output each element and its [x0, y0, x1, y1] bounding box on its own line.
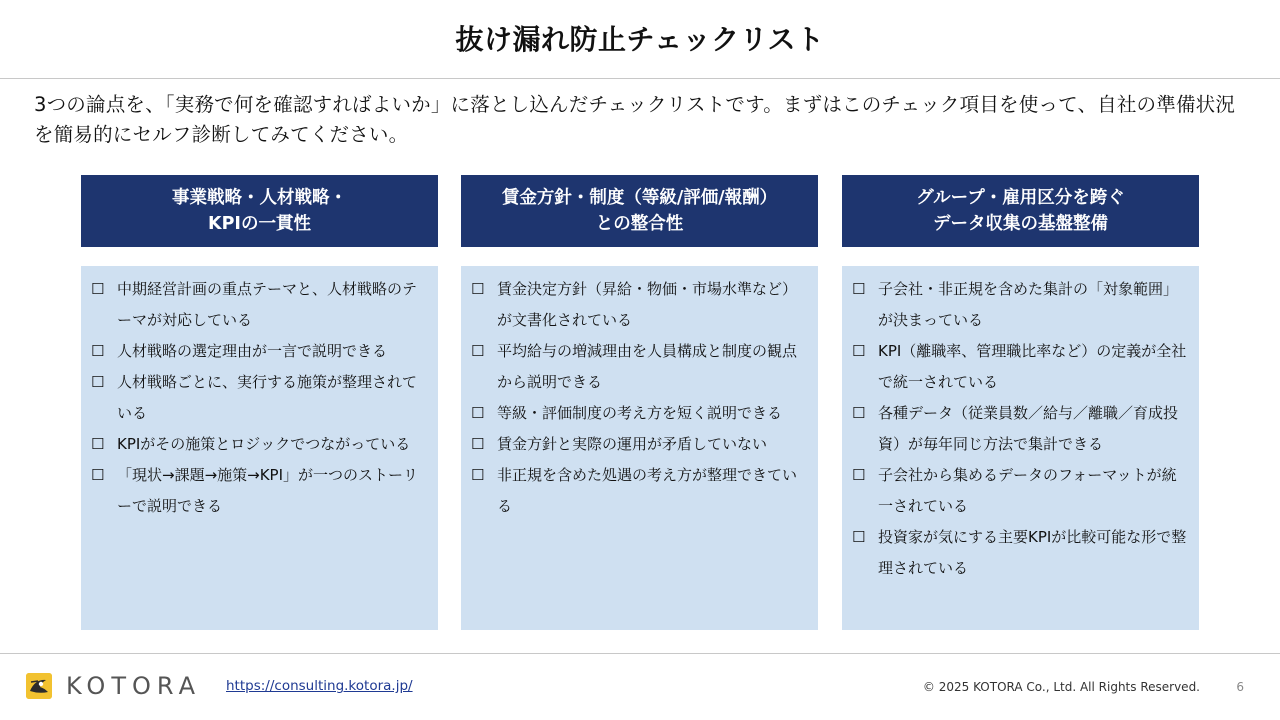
column-header-line2: との整合性	[595, 214, 684, 234]
checklist-item-text: 平均給与の増減理由を人員構成と制度の観点から説明できる	[497, 342, 798, 391]
checklist-item-text: 人材戦略ごとに、実行する施策が整理されている	[117, 373, 418, 422]
checklist-item	[852, 274, 1189, 336]
copyright-text: © 2025 KOTORA Co., Ltd. All Rights Reserved.	[922, 680, 1200, 694]
checklist-item	[471, 336, 808, 398]
checkbox-icon: ☐	[471, 435, 485, 453]
checkbox-icon: ☐	[91, 435, 105, 453]
title-divider	[0, 78, 1280, 79]
column-header-line1: 賃金方針・制度（等級/評価/報酬）	[501, 188, 778, 208]
checkbox-icon: ☐	[852, 404, 866, 422]
checklist-item	[471, 429, 808, 460]
checklist-item-text: 等級・評価制度の考え方を短く説明できる	[497, 404, 783, 422]
brand-name: KOTORA	[66, 672, 201, 700]
column-header-data-infrastructure	[842, 175, 1199, 247]
checkbox-icon: ☐	[471, 404, 485, 422]
checklist-item-text: KPIがその施策とロジックでつながっている	[117, 435, 411, 453]
column-header-strategy	[81, 175, 438, 247]
column-body-data-infrastructure	[842, 266, 1199, 630]
checkbox-icon: ☐	[91, 280, 105, 298]
checkbox-icon: ☐	[852, 342, 866, 360]
column-header-line2: KPIの一貫性	[208, 214, 311, 234]
checklist-item	[91, 460, 428, 522]
checklist-item	[91, 274, 428, 336]
checklist-item	[852, 398, 1189, 460]
checklist-item-text: KPI（離職率、管理職比率など）の定義が全社で統一されている	[878, 342, 1187, 391]
checklist-item	[852, 336, 1189, 398]
checklist-item	[91, 367, 428, 429]
column-header-line1: グループ・雇用区分を跨ぐ	[916, 188, 1125, 208]
checkbox-icon: ☐	[91, 342, 105, 360]
checklist-item	[471, 398, 808, 429]
checkbox-icon: ☐	[852, 466, 866, 484]
footer-divider	[0, 653, 1280, 654]
checklist-item-text: 各種データ（従業員数／給与／離職／育成投資）が毎年同じ方法で集計できる	[878, 404, 1179, 453]
checklist-item	[852, 522, 1189, 584]
checklist-item-text: 中期経営計画の重点テーマと、人材戦略のテーマが対応している	[117, 280, 418, 329]
checklist-item	[471, 460, 808, 522]
website-link[interactable]: https://consulting.kotora.jp/	[226, 678, 413, 694]
column-header-compensation	[461, 175, 818, 247]
checklist-item-text: 子会社から集めるデータのフォーマットが統一されている	[878, 466, 1177, 515]
checklist-item	[91, 429, 428, 460]
intro-text: 3つの論点を、「実務で何を確認すればよいか」に落とし込んだチェックリストです。まずはこのチェック項目を使って、自社の準備状況を簡易的にセルフ診断してみてください。	[34, 93, 1236, 146]
checklist-item-text: 賃金決定方針（昇給・物価・市場水準など）が文書化されている	[497, 280, 798, 329]
checkbox-icon: ☐	[91, 373, 105, 391]
checkbox-icon: ☐	[91, 466, 105, 484]
checkbox-icon: ☐	[471, 280, 485, 298]
checklist-item-text: 「現状→課題→施策→KPI」が一つのストーリーで説明できる	[117, 466, 419, 515]
checkbox-icon: ☐	[852, 528, 866, 546]
checklist-item-text: 非正規を含めた処遇の考え方が整理できている	[497, 466, 798, 515]
checkbox-icon: ☐	[471, 466, 485, 484]
checkbox-icon: ☐	[852, 280, 866, 298]
slide-title: 抜け漏れ防止チェックリスト	[455, 23, 825, 56]
checklist-item-text: 投資家が気にする主要KPIが比較可能な形で整理されている	[878, 528, 1187, 577]
checklist-item	[852, 460, 1189, 522]
column-body-compensation	[461, 266, 818, 630]
checklist-item	[471, 274, 808, 336]
checklist-item	[91, 336, 428, 367]
column-header-line2: データ収集の基盤整備	[932, 214, 1108, 234]
checklist-item-text: 子会社・非正規を含めた集計の「対象範囲」が決まっている	[878, 280, 1179, 329]
kotora-logo-icon	[26, 673, 52, 699]
checklist-item-text: 人材戦略の選定理由が一言で説明できる	[117, 342, 388, 360]
checklist-item-text: 賃金方針と実際の運用が矛盾していない	[497, 435, 768, 453]
page-number: 6	[1236, 680, 1244, 694]
column-header-line1: 事業戦略・人材戦略・	[172, 188, 347, 208]
column-body-strategy	[81, 266, 438, 630]
checkbox-icon: ☐	[471, 342, 485, 360]
